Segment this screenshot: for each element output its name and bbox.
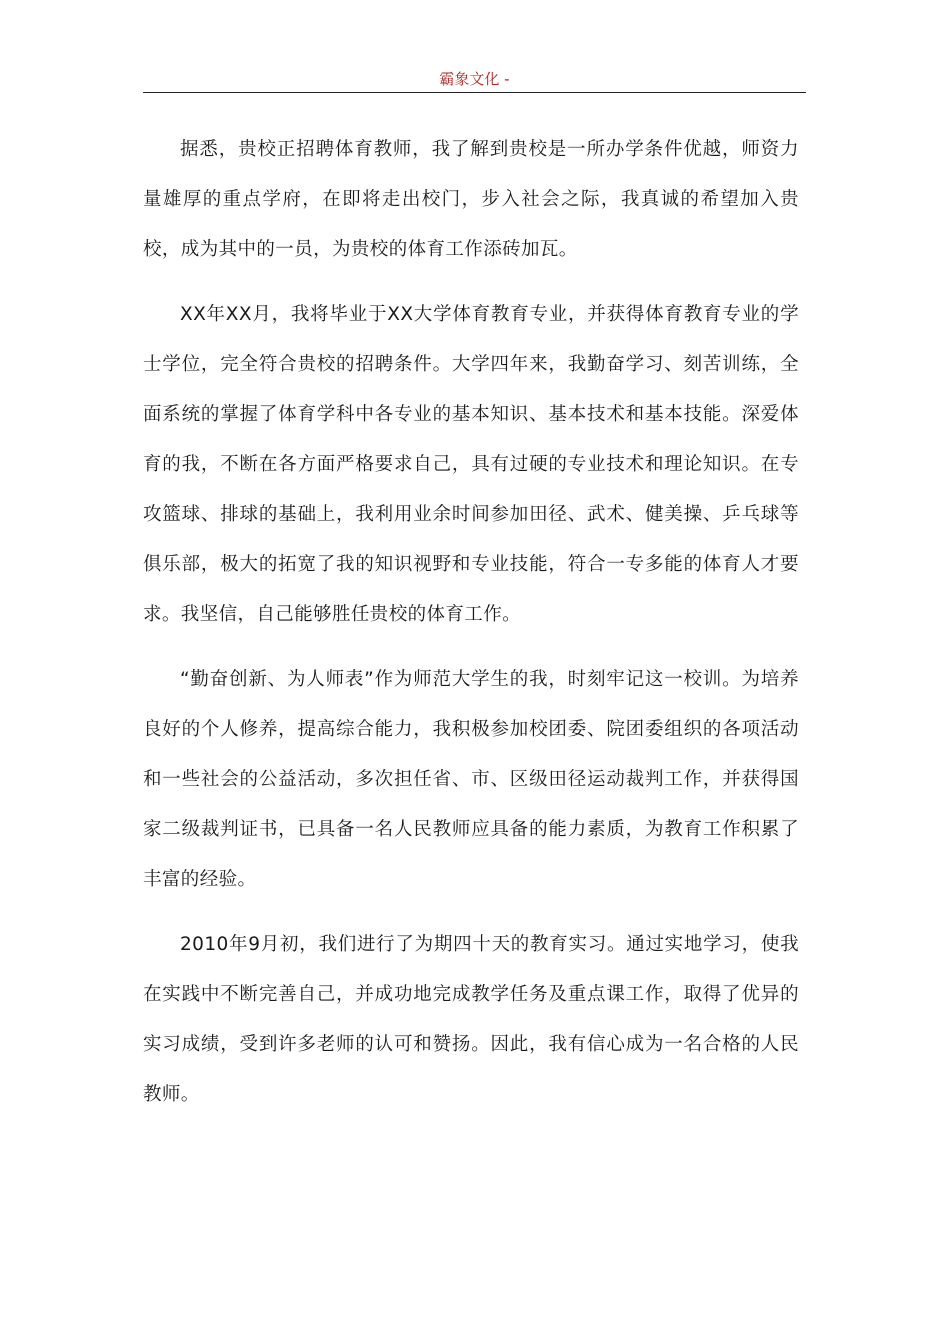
paragraph-2: XX年XX月，我将毕业于XX大学体育教育专业，并获得体育教育专业的学士学位，完全符合贵校的招聘条件。大学四年来，我勤奋学习、刻苦训练，全面系统的掌握了体育学科中各专业的基本知识、基本技术和基本技能。深爱体育的我，不断在各方面严格要求自己，具有过硬的专业技术和理论知识。在专攻篮球、排球的基础上，我利用业余时间参加田径、武术、健美操、乒乓球等俱乐部，极大的拓宽了我的知识视野和专业技能，符合一专多能的体育人才要求。我坚信，自己能够胜任贵校的体育工作。 xyxy=(143,304,799,625)
header-title: 霸象文化 - xyxy=(439,70,510,88)
page-header xyxy=(143,66,806,93)
document-body xyxy=(143,125,799,1135)
paragraph-4: 2010年9月初，我们进行了为期四十天的教育实习。通过实地学习，使我在实践中不断完善自己，并成功地完成教学任务及重点课工作，取得了优异的实习成绩，受到许多老师的认可和赞扬。因此，我有信心成为一名合格的人民教师。 xyxy=(143,934,799,1105)
paragraph-3: “勤奋创新、为人师表”作为师范大学生的我，时刻牢记这一校训。为培养良好的个人修养，提高综合能力，我积极参加校团委、院团委组织的各项活动和一些社会的公益活动，多次担任省、市、区级田径运动裁判工作，并获得国家二级裁判证书，已具备一名人民教师应具备的能力素质，为教育工作积累了丰富的经验。 xyxy=(143,669,799,890)
paragraph-1: 据悉，贵校正招聘体育教师，我了解到贵校是一所办学条件优越，师资力量雄厚的重点学府，在即将走出校门，步入社会之际，我真诚的希望加入贵校，成为其中的一员，为贵校的体育工作添砖加瓦。 xyxy=(143,139,799,260)
